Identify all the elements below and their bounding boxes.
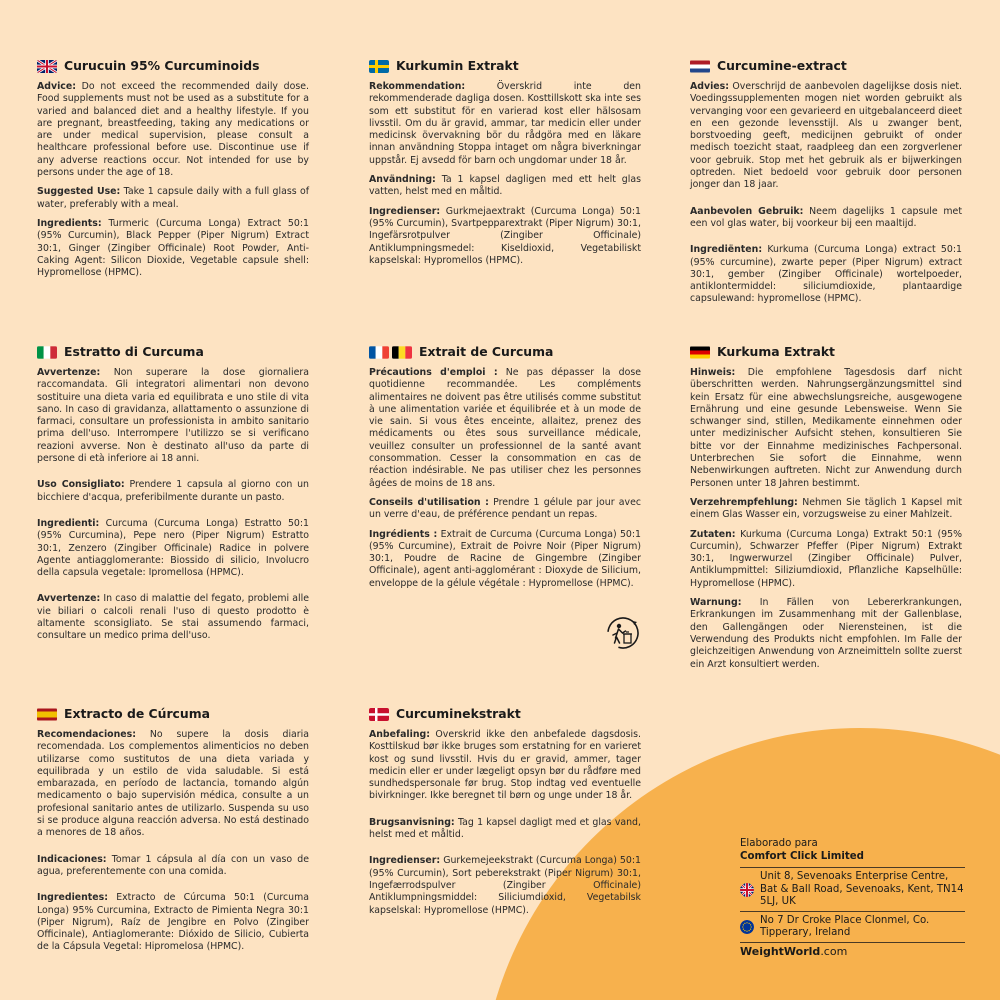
section-title: Curcumine-extract (690, 60, 962, 73)
eu-flag-icon (740, 920, 754, 934)
spain-flag-icon (37, 708, 57, 721)
usage-text: Användning: Ta 1 kapsel dagligen med ett helt glas vatten, helst med en måltid. (369, 174, 641, 198)
section-swedish (369, 60, 641, 274)
section-title: Curcuminekstrakt (369, 708, 641, 721)
advice-text: Hinweis: Die empfohlene Tagesdosis darf nicht überschritten werden. Nahrungsergänzungsmittel sind kein Ersatz für eine abwechslungsreiche, ausgewogene Ernährung und eine gesunde Lebensweise. Wenn Sie schwanger sind, stillen, Medikamente einnehmen oder unter medizinischer Aufsicht stehen, konsultieren Sie bitte vor der Einnahme medizinisches Fachpersonal. Unterbrechen Sie sofort die Einnahme, wenn Nebenwirkungen auftreten. Nicht zur Anwendung durch Personen unter 18 Jahren bestimmt. (690, 367, 962, 489)
sweden-flag-icon (369, 60, 389, 73)
usage-text: Indicaciones: Tomar 1 cápsula al día con un vaso de agua, preferentemente con una comida. (37, 853, 309, 877)
usage-text: Brugsanvisning: Tag 1 kapsel dagligt med et glas vand, helst med et måltid. (369, 816, 641, 841)
warning-text: Avvertenze: In caso di malattie del fegato, problemi alle vie biliari o calcoli renali l'uso di questo prodotto è altamente sconsigliato. Se stai assumendo farmaci, consultare un medico prima dell'uso. (37, 593, 309, 642)
warning-text: Warnung: In Fällen von Lebererkrankungen, Erkrankungen im Zusammenhang mit der Gallenblase, den Gallengängen oder Nierensteinen, ist die Verwendung des Produkts nicht empfohlen. Im Falle der gleichzeitigen Anwendung von Arzneimitteln sollte zuerst ein Arzt konsultiert werden. (690, 597, 962, 670)
section-german (690, 346, 962, 678)
usage-text: Aanbevolen Gebruik: Neem dagelijks 1 capsule met een vol glas water, bij voorkeur bij een maaltijd. (690, 205, 962, 229)
advice-text: Advies: Overschrijd de aanbevolen dagelijkse dosis niet. Voedingssupplementen mogen niet worden gebruikt als vervanging voor een gevarieerd en uitgebalanceerd dieet en een gezonde levensstijl. Als u zwanger bent, borstvoeding geeft, medicijnen gebruikt of onder medisch toezicht staat, raadpleeg dan een zorgverlener voor gebruik. Stop met het gebruik als er bijwerkingen optreden. Niet bedoeld voor gebruik door personen jonger dan 18 jaar. (690, 81, 962, 191)
advice-text: Advice: Do not exceed the recommended daily dose. Food supplements must not be used as a substitute for a varied and balanced diet and a healthy lifestyle. If you are pregnant, breastfeeding, taking any medications or are under medical supervision, please consult a healthcare professional before use. Discontinue use if any adverse reactions occur. Not intended for use by persons under the age of 18. (37, 81, 309, 179)
ingredients-text: Zutaten: Kurkuma (Curcuma Longa) Extrakt 50:1 (95% Curcumin), Schwarzer Pfeffer (Piper Nigrum) Extrakt 30:1, Ingwerwurzel (Zingiber Officinale) Pulver, Antiklumpmittel: Siliziumdioxid, Pflanzliche Kapselhülle: Hypromellose (HPMC). (690, 528, 962, 589)
netherlands-flag-icon (690, 60, 710, 73)
ingredients-text: Ingredients: Turmeric (Curcuma Longa) Extract 50:1 (95% Curcumin), Black Pepper (Piper Nigrum) Extract 30:1, Ginger (Zingiber Officinale) Root Powder, Anti-Caking Agent: Silicon Dioxide, Vegetable capsule shell: Hypromellose (HPMC). (37, 217, 309, 279)
section-title: Extracto de Cúrcuma (37, 708, 309, 721)
ingredients-text: Ingrediënten: Kurkuma (Curcuma Longa) extract 50:1 (95% curcumine), zwarte peper (Piper Nigrum) extract 30:1, gember (Zingiber Officinale) wortelpoeder, antiklontermiddel: siliciumdioxide, plantaardige capsulewand: hypromellose (HPMC). (690, 244, 962, 305)
section-title: Curucuin 95% Curcuminoids (37, 60, 309, 73)
uk-address-row (740, 867, 965, 911)
germany-flag-icon (690, 346, 710, 359)
ingredients-text: Ingredientes: Extracto de Cúrcuma 50:1 (Curcuma Longa) 95% Curcumina, Extracto de Pimienta Negra 30:1 (Piper Nigrum), Raíz de Jengibre en Polvo (Zingiber Officinale), Antiaglomerante: Dióxido de Silicio, Cubierta de la Cápsula Vegetal: Hipromelosa (HPMC). (37, 892, 309, 953)
usage-text: Verzehrempfehlung: Nehmen Sie täglich 1 Kapsel mit einem Glas Wasser ein, vorzugsweise zu einer Mahlzeit. (690, 496, 962, 521)
eu-address-row (740, 911, 965, 942)
section-title: Estratto di Curcuma (37, 346, 309, 359)
belgium-flag-icon (392, 346, 412, 359)
section-danish (369, 708, 641, 924)
company-name: Comfort Click Limited (740, 850, 864, 862)
usage-text: Suggested Use: Take 1 capsule daily with a full glass of water, preferably with a meal. (37, 186, 310, 210)
section-french (369, 346, 641, 597)
usage-text: Uso Consigliato: Prendere 1 capsula al giorno con un bicchiere d'acqua, preferibilmente durante un pasto. (37, 479, 309, 503)
advice-text: Avvertenze: Non superare la dose giornaliera raccomandata. Gli integratori alimentari non devono sostituire una dieta varia ed equilibrata e uno stile di vita sano. In caso di gravidanza, allattamento o assunzione di farmaci, consultare un professionista in ambito sanitario prima dell'uso. Interrompere l'utilizzo se si verificano reazioni avverse. Non è destinato all'uso da parte di persone di età inferiore ai 18 anni. (37, 367, 309, 465)
section-title: Extrait de Curcuma (369, 346, 641, 359)
triman-recycling-icon (606, 616, 640, 650)
france-flag-icon (369, 346, 389, 359)
ingredients-text: Ingredienser: Gurkemejeekstrakt (Curcuma Longa) 50:1 (95% Curcumin), Sort peberekstrakt (Piper Nigrum) 30:1, Ingefærrodspulver (Zingiber Officinale) Antiklumpningsmiddel: Siliciumdioxid, Vegetabilsk kapselskal: Hypromellose (HPMC). (369, 855, 641, 916)
section-italian (37, 346, 309, 650)
manufacturer-info (740, 838, 965, 958)
uk-flag-icon (37, 60, 57, 73)
ingredients-text: Ingredienser: Gurkmejaextrakt (Curcuma Longa) 50:1 (95% Curcumin), Svartpepparextrakt (Piper Nigrum) 30:1, Ingefärsrotpulver (Zingiber Officinale) Antiklumpningsmedel: Kiseldioxid, Vegetabiliskt kapselskal: Hypromellos (HPMC). (369, 205, 641, 266)
advice-text: Recomendaciones: No supere la dosis diaria recomendada. Los complementos alimenticios no deben utilizarse como sustitutos de una dieta variada y equilibrada y un estilo de vida saludable. Si está embarazada, en período de lactancia, tomando algún medicamento o bajo supervisión médica, consulte a un profesional sanitario antes de utilizarlo. Suspenda su uso si se produce alguna reacción adversa. No está destinado a menores de 18 años. (37, 729, 309, 839)
section-spanish (37, 708, 309, 961)
advice-text: Anbefaling: Overskrid ikke den anbefalede dagsdosis. Kosttilskud bør ikke bruges som erstatning for en varieret kost og sund livsstil. Hvis du er gravid, ammer, tager medicin eller er under lægeligt opsyn bør du rådføre med sundhedspersonale før brug. Stop indtag ved eventuelle bivirkninger. Ikke beregnet til børn og unge under 18 år. (369, 729, 641, 802)
denmark-flag-icon (369, 708, 389, 721)
uk-flag-icon (740, 883, 754, 897)
usage-text: Conseils d'utilisation : Prendre 1 gélule par jour avec un verre d'eau, de préférence pendant un repas. (369, 496, 641, 521)
ingredients-text: Ingrédients : Extrait de Curcuma (Curcuma Longa) 50:1 (95% Curcumine), Extrait de Poivre Noir (Piper Nigrum) 30:1, Poudre de Racine de Gingembre (Zingiber Officinale), agent anti-agglomérant : Dioxyde de Silicium, enveloppe de la gélule végétale : Hypromellose (HPMC). (369, 528, 641, 589)
section-title: Kurkumin Extrakt (369, 60, 641, 73)
italy-flag-icon (37, 346, 57, 359)
section-dutch (690, 60, 962, 313)
made-for-label: Elaborado para (740, 838, 818, 849)
uk-address: Unit 8, Sevenoaks Enterprise Centre, Bat & Ball Road, Sevenoaks, Kent, TN14 5LJ, UK (760, 871, 964, 907)
ingredients-text: Ingredienti: Curcuma (Curcuma Longa) Estratto 50:1 (95% Curcumina), Pepe nero (Piper Nigrum) Estratto 30:1, Zenzero (Zingiber Officinale) Radice in polvere Agente antiagglomerante: Biossido di silicio, Involucro della capsula vegetale: Ipromellosa (HPMC). (37, 517, 309, 579)
section-english (37, 60, 309, 286)
brand-website: WeightWorld.com (740, 942, 965, 959)
section-title: Kurkuma Extrakt (690, 346, 962, 359)
eu-address: No 7 Dr Croke Place Clonmel, Co. Tipperary, Ireland (760, 914, 930, 938)
advice-text: Rekommendation: Överskrid inte den rekommenderade dagliga dosen. Kosttillskott ska inte ses som ett substitut för en varierad kost eller hälsosam livsstil. Om du är gravid, ammar, tar medicin eller under medicinsk övervakning bör du rådgöra med en läkare innan användning Stoppa intaget om några biverkningar uppstår. Ej avsedd för barn och ungdomar under 18 år. (369, 81, 641, 166)
advice-text: Précautions d'emploi : Ne pas dépasser la dose quotidienne recommandée. Les compléments alimentaires ne doivent pas être utilisés comme substitut à une alimentation variée et équilibrée et à un mode de vie sain. Si vous êtes enceinte, allaitez, prenez des médicaments ou êtes sous surveillance médicale, veuillez consulter un professionnel de la santé avant consommation. Cesser la consommation en cas de réaction indésirable. Ne pas utiliser chez les personnes âgées de moins de 18 ans. (369, 367, 641, 489)
